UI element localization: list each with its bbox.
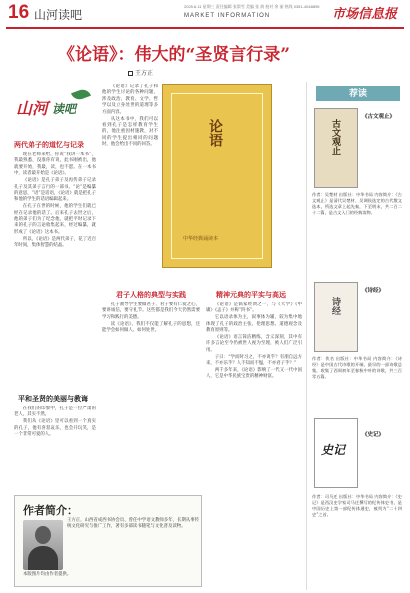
newspaper-logo: 市场信息报 xyxy=(332,7,398,22)
byline-square-icon xyxy=(128,71,133,76)
section-name: 山河读吧 xyxy=(34,8,83,22)
article-column-3b xyxy=(102,302,200,490)
author-intro-box xyxy=(14,495,202,587)
paragraph: 《论语》记录了孔子和他的学生讨论的各种问题，涉及政治、教育、文学、哲学以及立身处世的道理等多方面内容。 xyxy=(102,84,158,115)
book-cover-title: 论语 xyxy=(207,119,223,147)
article-column-4 xyxy=(206,302,302,588)
page-number: 16 xyxy=(8,2,30,23)
paragraph: 《论语》是儒家经典之一，与《大学》《中庸》《孟子》并称“四书”。 xyxy=(206,302,302,314)
book1-cover-text: 古文观止 xyxy=(330,119,340,155)
book-cover-subtitle: 中华经典诵读本 xyxy=(183,236,219,242)
paragraph: 孔子教导学生要做君子，君子要有仁爱之心，要讲诚信，要守礼节。这些都是我们今天仍然需要学习和践行的美德。 xyxy=(102,302,200,320)
book2-name: 《诗经》 xyxy=(362,288,385,294)
article-column-1 xyxy=(14,152,96,390)
author-note: 本版图片均由作者提供。 xyxy=(23,572,72,577)
author-description: 王方正，山西省成西书协会员、曾任中学语文教师多年，长期从事传统文化研究与推广工作，著有多部读书随笔与文化普及读物。 xyxy=(67,518,199,530)
book3-name: 《史记》 xyxy=(362,432,385,438)
section3-title: 君子人格的典型与实践 xyxy=(116,290,186,299)
brush-text-2: 读吧 xyxy=(52,102,77,116)
article-byline xyxy=(128,68,153,77)
author-box-title: 作者简介： xyxy=(23,504,78,517)
paragraph: 从这本书中，我们可以看到孔子是怎样教育学生的，他注重因材施教，对不同的学生提出相同的问题时，他会给出不同的回答。 xyxy=(102,116,158,148)
paragraph: 子曰：“学而时习之，不亦说乎？有朋自远方来，不亦乐乎？人不知而不愠，不亦君子乎？” xyxy=(206,354,302,367)
book3-cover xyxy=(314,418,358,488)
book2-cover-text: 诗经 xyxy=(330,297,340,315)
byline-author: 王方正 xyxy=(135,70,154,77)
book1-name: 《古文观止》 xyxy=(362,114,396,120)
header-rule xyxy=(6,27,404,29)
book3-cover-text: 史记 xyxy=(321,443,346,457)
issue-meta: 2025.6.11 星期三 责任编辑 张祭雪 美编 张 倩 校对 余 丽 热线 0351-4048895 xyxy=(184,4,320,9)
paragraph: 两千多年来，《论语》影响了一代又一代中国人，它是中华民族宝贵的精神财富。 xyxy=(206,368,302,380)
recommend-title: 荐读 xyxy=(316,86,400,101)
section1-title: 两代弟子的道忆与记录 xyxy=(14,140,84,149)
page-header xyxy=(0,0,410,26)
book-cover-image xyxy=(162,84,272,268)
book3-info: 作者：司马迁 出版社：中华书局 内容简介：《史记》是西汉史学家司马迁撰写的纪传体史书，是中国历史上第一部纪传体通史，被列为“二十四史”之首。 xyxy=(312,494,402,517)
author-avatar xyxy=(23,520,63,570)
article-column-2 xyxy=(14,406,96,490)
book1-cover xyxy=(314,108,358,188)
avatar-body xyxy=(28,546,58,570)
article-headline: 《论语》：伟大的“圣贤言行录” xyxy=(58,45,291,65)
paragraph: 《论语》是孔子弟子及再传弟子记录孔子及其弟子言行的一部书。“论”是编纂的意思，“语”是话语，《论语》就是把孔子和他的学生的话语编辑起来。 xyxy=(14,178,96,203)
paragraph: 它以语录体为主，叙事体为辅，较为集中地体现了孔子的政治主张、伦理思想、道德观念及教育原则等。 xyxy=(206,315,302,334)
paragraph: 读《论语》，我们不仅能了解孔子的思想，还能学会如何做人、如何处世。 xyxy=(102,321,200,334)
paragraph: 现在老师来给，你说“我讲一本书”，我最熟悉，没准你有说，此书刚被出，他就要开始，我最，读，也不愿。在一本书中，读者最开始是《论语》。 xyxy=(14,152,96,177)
book2-cover xyxy=(314,282,358,352)
book2-info: 作者：佚名 出版社：中华书局 内容简介：《诗经》是中国古代诗歌的开端，最早的一部诗歌总集，收集了西周初年至春秋中叶的诗歌，共三百零五篇。 xyxy=(312,356,402,379)
paragraph: 所以，《论语》是两代弟子，花了近百年时间，集体智慧的结晶。 xyxy=(14,236,96,249)
avatar-head xyxy=(35,526,51,544)
paragraph: 我们从《论语》里可以看到一个真实的孔子，他有喜怒哀乐，也会开玩笑，是一个非常可爱的人。 xyxy=(14,419,96,438)
paragraph: 在我们的印象中，孔子是一位严肃的老人，其实不然。 xyxy=(14,406,96,418)
section2-title: 平和圣贤的美丽与教诲 xyxy=(18,394,88,403)
article-column-3a xyxy=(102,84,158,290)
column-brush-logo xyxy=(14,82,98,134)
brush-text-1: 山河 xyxy=(16,99,49,118)
book1-info: 作者：吴楚材 出版社：中华书局 内容简介：《古文观止》是清代吴楚材、吴调侯选定的古代散文选本，所选文章上起先秦，下至明末，共二百二十二篇，是古文入门的经典读物。 xyxy=(312,192,402,215)
paragraph: 《论语》语言简洁精练，含义深刻，其中有许多言论至今仍被世人视为至理，被人们广泛引用。 xyxy=(206,335,302,353)
section4-title: 精神元典的平实与高远 xyxy=(216,290,286,299)
market-info-label: MARKET INFORMATION xyxy=(184,13,271,19)
paragraph: 在孔子在世的时候，他的学生们就已经在记录他的话了。后来孔子去世之后，他的弟子们为了纪念他，就把平时记录下来的孔子的言论收集起来，经过编纂，就形成了《论语》这本书。 xyxy=(14,204,96,235)
